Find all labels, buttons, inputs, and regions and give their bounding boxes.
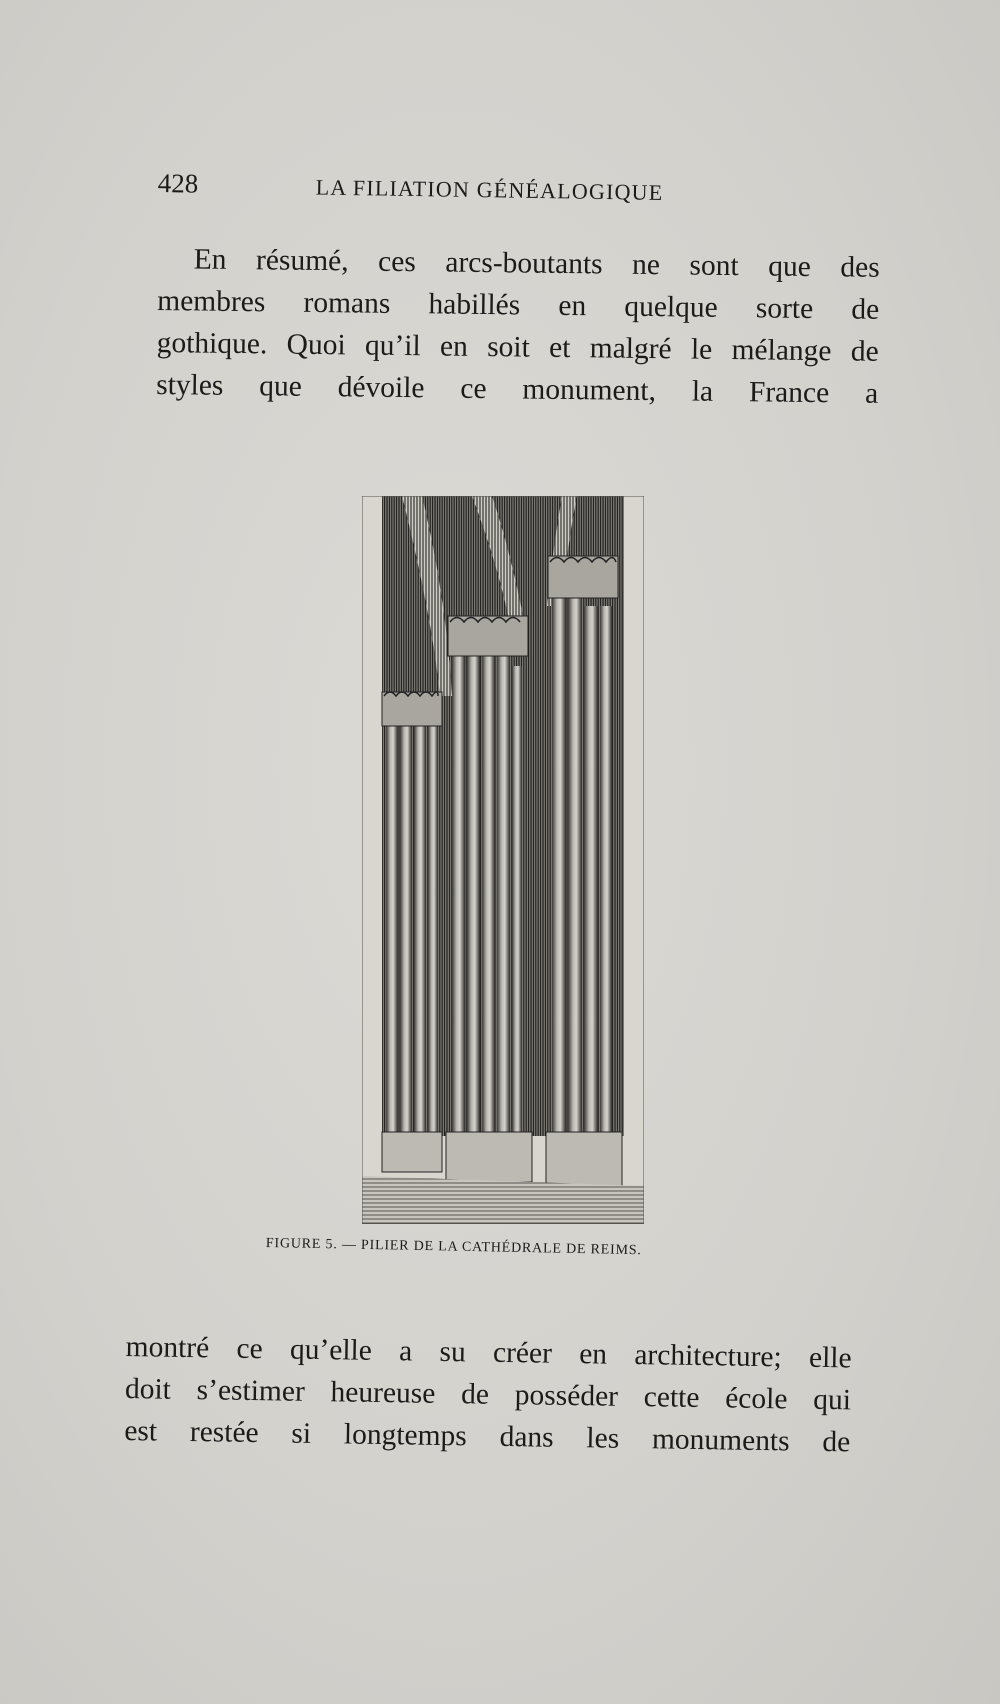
figure-illustration xyxy=(362,496,644,1224)
text-line: styles que dévoile ce monument, la France a xyxy=(156,368,879,410)
running-title: LA FILIATION GÉNÉALOGIQUE xyxy=(315,174,664,205)
pillar-engraving-image xyxy=(362,496,644,1224)
page-number: 428 xyxy=(157,168,199,199)
pillar-right xyxy=(546,556,622,1192)
text-line: En résumé, ces arcs-boutants ne sont que des xyxy=(193,243,880,284)
text-line: membres romans habillés en quelque sorte de xyxy=(157,284,880,326)
pillar-middle xyxy=(446,616,532,1182)
text-line: doit s’estimer heureuse de posséder cette école qui xyxy=(124,1372,852,1417)
text-line: gothique. Quoi qu’il en soit et malgré le mélange de xyxy=(156,326,879,368)
page-header xyxy=(157,168,898,220)
pillar-left xyxy=(382,692,442,1172)
paragraph-bottom xyxy=(124,1326,852,1463)
figure-caption: FIGURE 5. — PILIER DE LA CATHÉDRALE DE REIMS. xyxy=(265,1236,642,1259)
paragraph-top xyxy=(156,238,880,415)
text-line: est restée si longtemps dans les monuments de xyxy=(124,1414,851,1459)
text-line: montré ce qu’elle a su créer en architecture; elle xyxy=(125,1330,852,1375)
